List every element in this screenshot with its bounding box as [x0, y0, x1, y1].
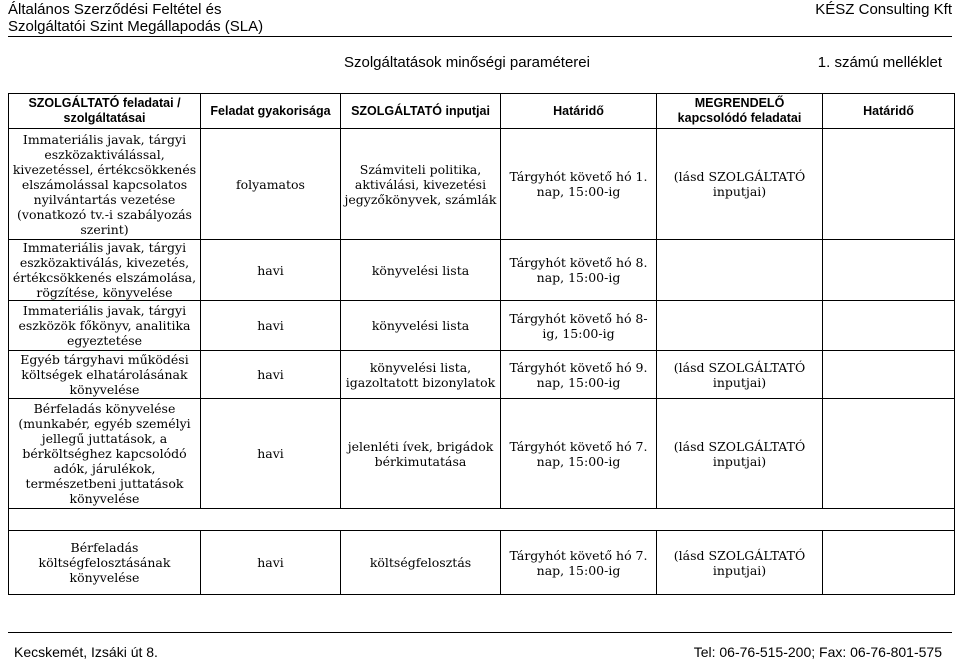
table-spacer: [9, 509, 955, 531]
cell-client-deadline: [823, 301, 955, 351]
header-deadline: Határidő: [501, 94, 657, 129]
section-title: Szolgáltatások minőségi paraméterei: [344, 54, 590, 71]
cell-frequency: havi: [201, 301, 341, 351]
cell-client-task: [657, 301, 823, 351]
cell-task: Egyéb tárgyhavi működési költségek elhatárolásának könyvelése: [9, 351, 201, 399]
cell-deadline: Tárgyhót követő hó 7. nap, 15:00-ig: [501, 531, 657, 595]
cell-client-deadline: [823, 351, 955, 399]
cell-frequency: havi: [201, 399, 341, 509]
cell-input: költségfelosztás: [341, 531, 501, 595]
page-header: [8, 0, 952, 37]
cell-input: könyvelési lista: [341, 240, 501, 301]
cell-deadline: Tárgyhót követő hó 1. nap, 15:00-ig: [501, 129, 657, 240]
cell-client-deadline: [823, 240, 955, 301]
cell-task: Bérfeladás könyvelése (munkabér, egyéb személyi jellegű juttatások, a bérköltséghez kapcsolódó adók, járulékok, természetbeni juttatások könyvelése: [9, 399, 201, 509]
table-row: [9, 301, 955, 351]
header-provider-tasks: SZOLGÁLTATÓ feladatai / szolgáltatásai: [9, 94, 201, 129]
section-header: [8, 54, 942, 74]
cell-frequency: havi: [201, 531, 341, 595]
cell-frequency: havi: [201, 240, 341, 301]
header-provider-inputs: SZOLGÁLTATÓ inputjai: [341, 94, 501, 129]
cell-input: könyvelési lista: [341, 301, 501, 351]
table-row: [9, 531, 955, 595]
cell-deadline: Tárgyhót követő hó 8-ig, 15:00-ig: [501, 301, 657, 351]
table-row: [9, 351, 955, 399]
annex-label: 1. számú melléklet: [817, 54, 942, 71]
table-row: [9, 129, 955, 240]
document-title-line2: Szolgáltatói Szint Megállapodás (SLA): [8, 18, 264, 35]
cell-frequency: havi: [201, 351, 341, 399]
cell-deadline: Tárgyhót követő hó 8. nap, 15:00-ig: [501, 240, 657, 301]
cell-input: Számviteli politika, aktiválási, kivezetési jegyzőkönyvek, számlák: [341, 129, 501, 240]
table-spacer-row: [9, 509, 955, 531]
header-client-tasks: MEGRENDELŐ kapcsolódó feladatai: [657, 94, 823, 129]
footer-contact: Tel: 06-76-515-200; Fax: 06-76-801-575: [693, 644, 942, 660]
cell-deadline: Tárgyhót követő hó 7. nap, 15:00-ig: [501, 399, 657, 509]
cell-task: Immateriális javak, tárgyi eszközök főkönyv, analitika egyeztetése: [9, 301, 201, 351]
cell-task: Immateriális javak, tárgyi eszközaktiválással, kivezetéssel, értékcsökkenés elszámolással kapcsolatos nyilvántartás vezetése (vonatkozó tv.-i szabályozás szerint): [9, 129, 201, 240]
cell-task: Bérfeladás költségfelosztásának könyvelése: [9, 531, 201, 595]
cell-client-deadline: [823, 531, 955, 595]
cell-input: jelenléti ívek, brigádok bérkimutatása: [341, 399, 501, 509]
cell-input: könyvelési lista, igazoltatott bizonylatok: [341, 351, 501, 399]
cell-client-deadline: [823, 399, 955, 509]
footer-address: Kecskemét, Izsáki út 8.: [14, 644, 158, 660]
table-header-row: [9, 94, 955, 129]
header-frequency: Feladat gyakorisága: [201, 94, 341, 129]
cell-task: Immateriális javak, tárgyi eszközaktiválás, kivezetés, értékcsökkenés elszámolása, rögzítése, könyvelése: [9, 240, 201, 301]
cell-client-deadline: [823, 129, 955, 240]
cell-deadline: Tárgyhót követő hó 9. nap, 15:00-ig: [501, 351, 657, 399]
service-parameters-table: [8, 93, 955, 595]
cell-client-task: (lásd SZOLGÁLTATÓ inputjai): [657, 531, 823, 595]
cell-client-task: (lásd SZOLGÁLTATÓ inputjai): [657, 351, 823, 399]
cell-client-task: (lásd SZOLGÁLTATÓ inputjai): [657, 129, 823, 240]
table-row: [9, 240, 955, 301]
header-client-deadline: Határidő: [823, 94, 955, 129]
company-name: KÉSZ Consulting Kft: [815, 1, 952, 18]
table-row: [9, 399, 955, 509]
document-title: [8, 1, 263, 35]
cell-client-task: (lásd SZOLGÁLTATÓ inputjai): [657, 399, 823, 509]
page-footer: [8, 632, 952, 659]
document-title-line1: Általános Szerződési Feltétel és: [8, 1, 222, 18]
cell-frequency: folyamatos: [201, 129, 341, 240]
cell-client-task: [657, 240, 823, 301]
